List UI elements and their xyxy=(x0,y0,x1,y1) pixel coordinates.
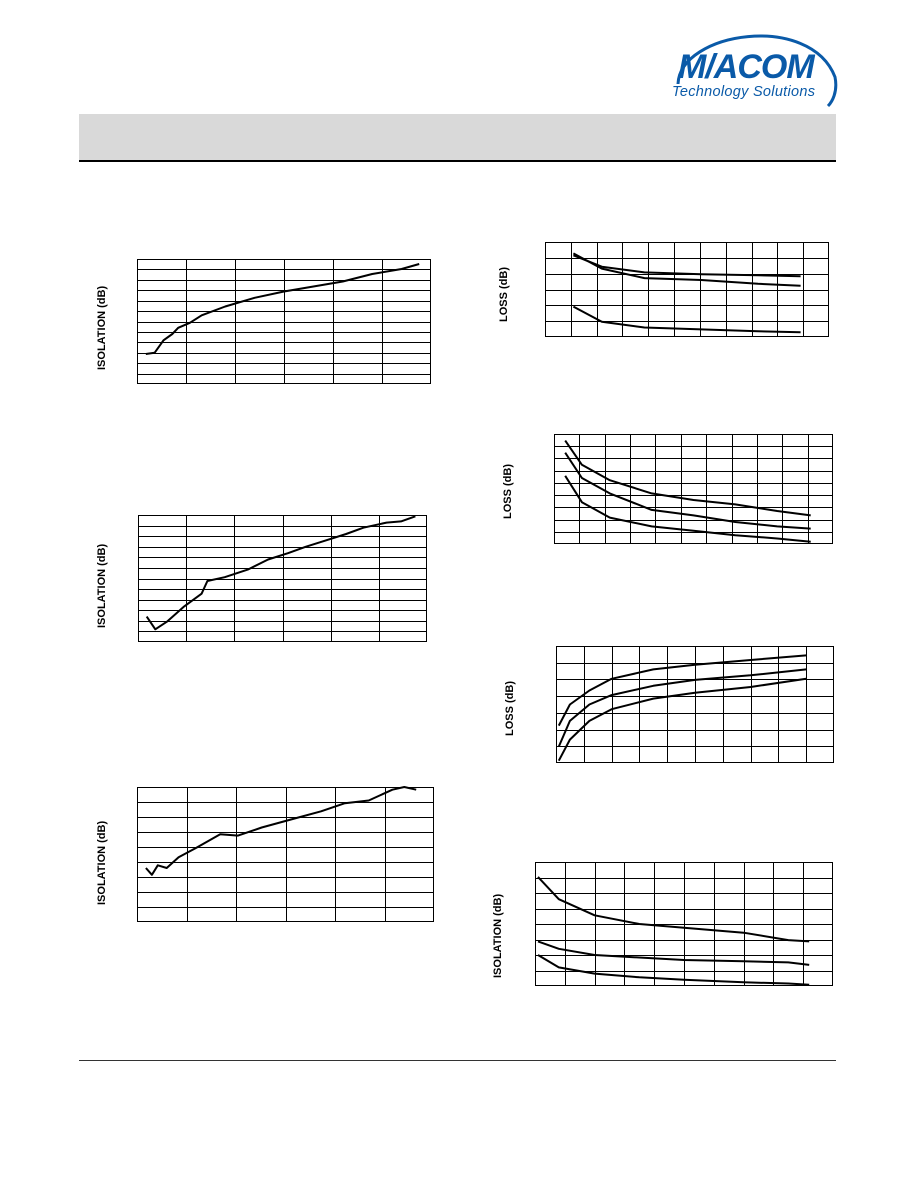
logo-wordmark: M/ACOM xyxy=(678,48,814,86)
chart-isolation-2-ylabel: ISOLATION (dB) xyxy=(96,543,108,628)
plot-frame xyxy=(546,243,829,337)
series-line-3 xyxy=(573,307,800,333)
chart-isolation-3 xyxy=(137,787,434,922)
series-line-2 xyxy=(559,669,806,746)
chart-loss-1 xyxy=(545,242,829,337)
chart-isolation-3-ylabel: ISOLATION (dB) xyxy=(96,820,108,905)
header-band xyxy=(79,114,836,160)
chart-plot-area xyxy=(545,242,829,337)
series-line-2 xyxy=(565,453,811,529)
chart-isolation-1-ylabel: ISOLATION (dB) xyxy=(96,285,108,370)
chart-isolation-4-ylabel: ISOLATION (dB) xyxy=(492,893,504,978)
series-line-1 xyxy=(565,441,811,516)
logo-tagline: Technology Solutions xyxy=(672,84,816,100)
footer-rule xyxy=(79,1060,836,1061)
chart-isolation-1 xyxy=(137,259,431,384)
macom-logo xyxy=(660,22,840,112)
plot-frame xyxy=(139,516,427,642)
series-line-3 xyxy=(559,679,806,761)
chart-loss-2-ylabel: LOSS (dB) xyxy=(502,464,514,519)
chart-loss-2 xyxy=(554,434,833,544)
series-line-3 xyxy=(565,476,811,542)
series-line-1 xyxy=(559,655,806,725)
header-rule xyxy=(79,160,836,162)
chart-plot-area xyxy=(137,259,431,384)
chart-plot-area xyxy=(535,862,833,986)
series-line-1 xyxy=(146,787,416,875)
chart-plot-area xyxy=(137,787,434,922)
chart-isolation-2 xyxy=(138,515,427,642)
chart-loss-3-ylabel: LOSS (dB) xyxy=(504,681,516,736)
chart-loss-1-ylabel: LOSS (dB) xyxy=(498,267,510,322)
chart-plot-area xyxy=(556,646,834,763)
series-line-2 xyxy=(538,941,809,965)
chart-plot-area xyxy=(138,515,427,642)
chart-plot-area xyxy=(554,434,833,544)
series-line-1 xyxy=(147,516,416,629)
chart-isolation-4 xyxy=(535,862,833,986)
chart-loss-3 xyxy=(556,646,834,763)
